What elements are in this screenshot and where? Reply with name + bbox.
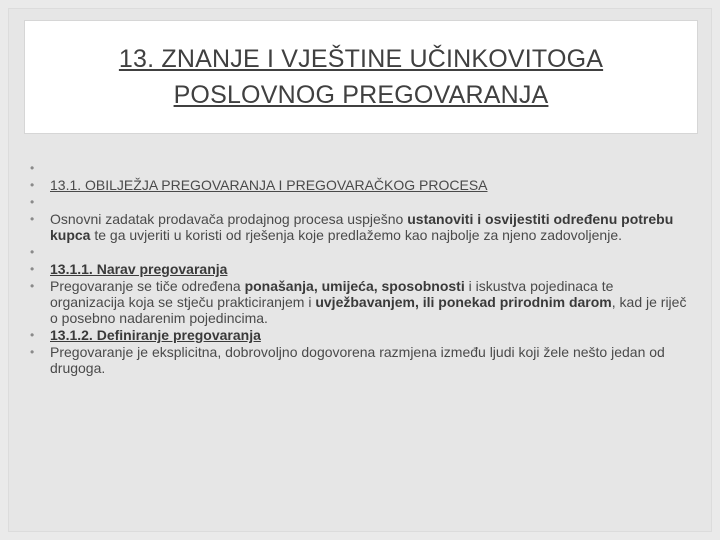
- paragraph-text-rest: te ga uvjeriti u koristi od rješenja koje predlažemo kao najbolje za njeno zadovoljenje.: [90, 227, 623, 243]
- paragraph-item: [28, 211, 688, 243]
- bullet-icon: •: [30, 161, 35, 175]
- bullet-icon: •: [30, 328, 35, 342]
- paragraph-bold-text: ponašanja, umijeća, sposobnosti: [244, 278, 465, 294]
- bullet-icon: •: [30, 245, 35, 259]
- list-item-empty: [28, 244, 688, 260]
- bullet-icon: •: [30, 212, 35, 226]
- subheading-narav: 13.1.1. Narav pregovaranja: [50, 261, 228, 277]
- paragraph-item: [28, 278, 688, 326]
- title-box: [24, 20, 698, 134]
- paragraph-bold-text: uvježbavanjem, ili ponekad prirodnim darom: [315, 294, 612, 310]
- subheading-item: [28, 327, 688, 343]
- title-line-1: 13. ZNANJE I VJEŠTINE UČINKOVITOGA: [118, 45, 604, 73]
- content-list: [28, 160, 688, 377]
- list-item-empty: [28, 194, 688, 210]
- slide-title: [119, 41, 603, 113]
- paragraph-text: Osnovni zadatak prodavača prodajnog procesa uspješno: [50, 211, 408, 227]
- paragraph-item: [28, 344, 688, 376]
- bullet-icon: •: [30, 279, 35, 293]
- slide: [8, 8, 712, 532]
- subheading-item: [28, 261, 688, 277]
- subheading-definiranje: 13.1.2. Definiranje pregovaranja: [50, 327, 261, 343]
- bullet-icon: •: [30, 262, 35, 276]
- paragraph-text: Pregovaranje se tiče određena: [50, 278, 245, 294]
- bullet-icon: •: [30, 178, 35, 192]
- bullet-icon: •: [30, 195, 35, 209]
- title-line-2: POSLOVNOG PREGOVARANJA: [173, 81, 549, 109]
- paragraph-text: i iskustva pojedinaca te organizacija koja se stječu prakticiranjem i: [50, 278, 614, 310]
- section-heading: 13.1. OBILJEŽJA PREGOVARANJA I PREGOVARAČKOG PROCESA: [50, 177, 488, 193]
- list-item-empty: [28, 160, 688, 176]
- paragraph-text: , kad je riječ o posebno nadarenim pojedincima.: [50, 294, 687, 326]
- section-heading-item: [28, 177, 688, 193]
- paragraph-bold-text: ustanoviti i osvijestiti određenu potrebu kupca: [50, 211, 674, 243]
- bullet-icon: •: [30, 345, 35, 359]
- paragraph-text: Pregovaranje je eksplicitna, dobrovoljno dogovorena razmjena između ljudi koji žele nešto jedan od drugoga.: [50, 344, 665, 376]
